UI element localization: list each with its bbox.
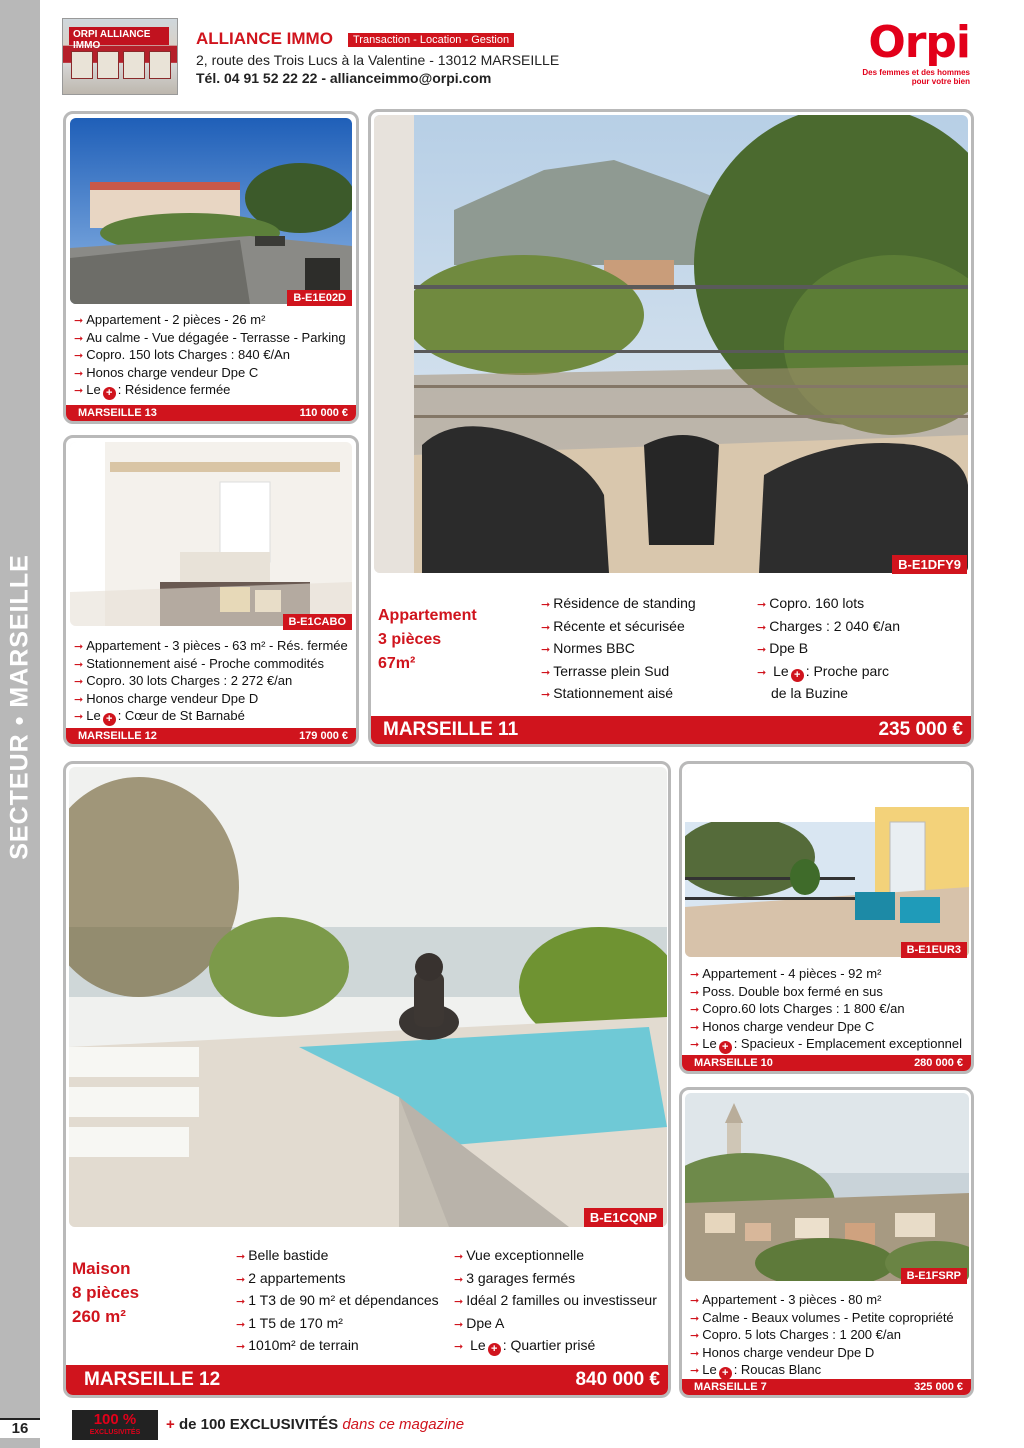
red-arrow-icon: ➞ xyxy=(454,1296,464,1308)
red-arrow-icon: ➞ xyxy=(690,986,700,999)
red-plus-circle-icon: + xyxy=(719,1367,732,1380)
listing-footer-bar xyxy=(66,1365,668,1395)
listing-footer-bar xyxy=(682,1055,971,1071)
feature-item: ➞ Appartement - 4 pièces - 92 m² xyxy=(690,966,882,981)
feature-item: ➞ Copro. 160 lots xyxy=(757,595,865,611)
feature-item: ➞ Honos charge vendeur Dpe D xyxy=(690,1344,875,1360)
brand-slogan-line1: Des femmes et des hommes xyxy=(862,68,970,77)
feature-highlight: ➞ Le + : Proche parc xyxy=(757,662,889,681)
feature-item: ➞ Copro.60 lots Charges : 1 800 €/an xyxy=(690,1001,905,1017)
exclusivity-badge xyxy=(72,1410,158,1440)
listing-card-marseille-11[interactable] xyxy=(368,109,974,747)
agency-name: ALLIANCE IMMO xyxy=(196,29,333,48)
red-arrow-icon: ➞ xyxy=(236,1273,246,1286)
listing-photo-living-room xyxy=(70,442,352,626)
feature-item: ➞ Appartement - 3 pièces - 80 m² xyxy=(690,1292,882,1307)
feature-item: ➞ Honos charge vendeur Dpe D xyxy=(74,690,259,706)
feature-item: ➞ 3 garages fermés xyxy=(454,1269,576,1286)
listing-city: MARSEILLE 7 xyxy=(694,1381,767,1393)
red-arrow-icon: ➞ xyxy=(690,969,700,981)
listing-features xyxy=(74,312,346,400)
listing-photo-loggia xyxy=(685,767,969,957)
red-arrow-icon: ➞ xyxy=(690,1365,700,1378)
listing-photo-balcony-view xyxy=(374,115,968,573)
feature-item: ➞ Résidence de standing xyxy=(541,595,696,611)
red-arrow-icon: ➞ xyxy=(74,350,84,363)
feature-item: ➞ Copro. 30 lots Charges : 2 272 €/an xyxy=(74,673,293,689)
red-arrow-icon: ➞ xyxy=(236,1251,246,1263)
red-arrow-icon: ➞ xyxy=(541,621,551,634)
feature-highlight: ➞ Le + : Roucas Blanc xyxy=(690,1362,822,1380)
listing-price: 110 000 € xyxy=(299,407,348,419)
storefront-sign: ORPI ALLIANCE IMMO xyxy=(69,27,169,45)
agency-address: 2, route des Trois Lucs à la Valentine - 13012 MARSEILLE xyxy=(196,52,560,68)
feature-highlight: ➞ Le + : Spacieux - Emplacement exceptionnel xyxy=(690,1036,963,1054)
red-arrow-icon: ➞ xyxy=(454,1318,464,1331)
feature-item: ➞ 1 T3 de 90 m² et dépendances xyxy=(236,1292,439,1308)
listing-price: 325 000 € xyxy=(914,1381,963,1393)
listing-photo-terrace xyxy=(70,118,352,304)
property-type-rooms: 3 pièces xyxy=(378,631,442,648)
red-arrow-icon: ➞ xyxy=(74,676,84,689)
feature-item: ➞ 1010m² de terrain xyxy=(236,1337,359,1353)
red-arrow-icon: ➞ xyxy=(74,315,84,327)
red-arrow-icon: ➞ xyxy=(541,644,551,656)
sector-label: SECTEUR • MARSEILLE xyxy=(5,554,34,860)
listing-features xyxy=(690,966,962,1054)
red-arrow-icon: ➞ xyxy=(757,666,767,679)
red-arrow-icon: ➞ xyxy=(757,599,767,611)
badge-percent: 100 % xyxy=(93,1411,137,1428)
footer-tail: dans ce magazine xyxy=(342,1416,465,1433)
feature-item: ➞ Idéal 2 familles ou investisseur xyxy=(454,1292,657,1308)
feature-item: ➞ Poss. Double box fermé en sus xyxy=(690,983,883,999)
listing-features-col2 xyxy=(757,593,900,704)
brand-logo-text: Orpi xyxy=(868,17,970,68)
feature-item: ➞ Terrasse plein Sud xyxy=(541,662,670,679)
red-arrow-icon: ➞ xyxy=(541,666,551,679)
listing-reference: B-E1FSRP xyxy=(901,1268,967,1284)
red-arrow-icon: ➞ xyxy=(74,658,84,671)
property-type xyxy=(378,604,477,676)
red-arrow-icon: ➞ xyxy=(690,1004,700,1017)
property-type-kind: Appartement xyxy=(378,607,477,624)
red-arrow-icon: ➞ xyxy=(541,689,551,701)
feature-highlight: ➞ Le + : Quartier prisé xyxy=(454,1337,596,1355)
listing-features-col1 xyxy=(541,593,696,706)
feature-highlight-cont: de la Buzine xyxy=(771,685,849,701)
listing-city: MARSEILLE 10 xyxy=(694,1057,773,1069)
feature-item: ➞ Dpe B xyxy=(757,640,809,656)
listing-features xyxy=(74,638,348,726)
listing-features xyxy=(690,1292,954,1380)
listing-city: MARSEILLE 13 xyxy=(78,407,157,419)
listing-reference: B-E1CQNP xyxy=(584,1208,663,1227)
red-arrow-icon: ➞ xyxy=(74,367,84,380)
orpi-logo xyxy=(840,18,970,96)
feature-item: ➞ Dpe A xyxy=(454,1314,505,1331)
listing-footer-bar xyxy=(371,716,971,744)
feature-item: ➞ Stationnement aisé - Proche commodités xyxy=(74,655,324,671)
listing-photo-city-view xyxy=(685,1093,969,1281)
feature-item: ➞ Honos charge vendeur Dpe C xyxy=(74,364,259,380)
feature-item: ➞ Charges : 2 040 €/an xyxy=(757,617,900,634)
agency-contact: Tél. 04 91 52 22 22 - allianceimmo@orpi.com xyxy=(196,70,492,86)
feature-item: ➞ Appartement - 3 pièces - 63 m² - Rés. fermée xyxy=(74,638,348,653)
feature-item: ➞ 1 T5 de 170 m² xyxy=(236,1314,343,1331)
red-arrow-icon: ➞ xyxy=(74,711,84,724)
listing-reference: B-E1CABO xyxy=(283,614,352,630)
red-arrow-icon: ➞ xyxy=(454,1251,464,1263)
listing-price: 280 000 € xyxy=(914,1057,963,1069)
property-type-kind: Maison xyxy=(72,1259,131,1278)
feature-item: ➞ Vue exceptionnelle xyxy=(454,1247,585,1263)
brand-slogan-line2: pour votre bien xyxy=(911,77,970,86)
red-arrow-icon: ➞ xyxy=(757,621,767,634)
red-arrow-icon: ➞ xyxy=(690,1347,700,1360)
feature-item: ➞ 2 appartements xyxy=(236,1269,346,1286)
red-plus-circle-icon: + xyxy=(791,669,804,682)
listing-features-col2 xyxy=(454,1245,657,1358)
listing-reference: B-E1E02D xyxy=(287,290,352,306)
listing-price: 840 000 € xyxy=(575,1369,660,1390)
listing-card-marseille-12-house[interactable] xyxy=(63,761,671,1398)
listing-card-marseille-7[interactable] xyxy=(679,1087,974,1398)
footer-plus: + xyxy=(166,1416,175,1433)
agency-tagline: Transaction - Location - Gestion xyxy=(348,33,514,47)
feature-item: ➞ Au calme - Vue dégagée - Terrasse - Parking xyxy=(74,329,346,345)
listing-reference: B-E1EUR3 xyxy=(901,942,967,958)
agency-storefront-photo xyxy=(62,18,178,95)
red-plus-circle-icon: + xyxy=(719,1041,732,1054)
feature-item: ➞ Belle bastide xyxy=(236,1247,329,1263)
red-arrow-icon: ➞ xyxy=(236,1318,246,1331)
listing-footer-bar xyxy=(682,1379,971,1395)
listing-city: MARSEILLE 11 xyxy=(383,719,519,740)
property-type-rooms: 8 pièces xyxy=(72,1283,140,1302)
footer-promo xyxy=(166,1416,464,1433)
listing-card-marseille-13[interactable] xyxy=(63,111,359,424)
listing-city: MARSEILLE 12 xyxy=(84,1369,221,1390)
listing-reference: B-E1DFY9 xyxy=(892,555,967,574)
feature-item: ➞ Calme - Beaux volumes - Petite copropriété xyxy=(690,1309,954,1325)
red-arrow-icon: ➞ xyxy=(690,1312,700,1325)
feature-item: ➞ Appartement - 2 pièces - 26 m² xyxy=(74,312,266,327)
red-arrow-icon: ➞ xyxy=(757,644,767,656)
listing-card-marseille-10[interactable] xyxy=(679,761,974,1074)
red-arrow-icon: ➞ xyxy=(454,1273,464,1286)
red-arrow-icon: ➞ xyxy=(236,1341,246,1353)
listing-features-col1 xyxy=(236,1245,439,1358)
listing-card-marseille-12-apartment[interactable] xyxy=(63,435,359,747)
feature-item: ➞ Récente et sécurisée xyxy=(541,617,685,634)
listing-footer-bar xyxy=(66,728,356,744)
listing-city: MARSEILLE 12 xyxy=(78,730,157,742)
listing-footer-bar xyxy=(66,405,356,421)
red-arrow-icon: ➞ xyxy=(690,1295,700,1307)
red-plus-circle-icon: + xyxy=(103,387,116,400)
property-type-area: 67m² xyxy=(378,655,416,672)
feature-item: ➞ Copro. 5 lots Charges : 1 200 €/an xyxy=(690,1327,901,1343)
red-arrow-icon: ➞ xyxy=(74,332,84,345)
feature-highlight: ➞ Le + : Résidence fermée xyxy=(74,382,231,400)
red-arrow-icon: ➞ xyxy=(454,1341,464,1353)
red-arrow-icon: ➞ xyxy=(74,693,84,706)
feature-item: ➞ Stationnement aisé xyxy=(541,685,674,701)
red-plus-circle-icon: + xyxy=(103,713,116,726)
feature-item: ➞ Normes BBC xyxy=(541,640,635,656)
footer-main: de 100 EXCLUSIVITÉS xyxy=(178,1416,339,1433)
red-arrow-icon: ➞ xyxy=(74,385,84,398)
feature-item: ➞ Copro. 150 lots Charges : 840 €/An xyxy=(74,347,291,363)
red-arrow-icon: ➞ xyxy=(690,1039,700,1052)
listing-photo-pool xyxy=(69,767,667,1227)
red-arrow-icon: ➞ xyxy=(690,1021,700,1034)
red-arrow-icon: ➞ xyxy=(74,641,84,653)
listing-price: 179 000 € xyxy=(299,730,348,742)
badge-subtitle: EXCLUSIVITÉS xyxy=(89,1429,141,1436)
property-type-area: 260 m² xyxy=(72,1307,126,1326)
red-plus-circle-icon: + xyxy=(488,1343,501,1356)
feature-highlight: ➞ Le + : Cœur de St Barnabé xyxy=(74,708,245,726)
listing-price: 235 000 € xyxy=(878,719,963,740)
property-type xyxy=(72,1257,139,1329)
red-arrow-icon: ➞ xyxy=(236,1296,246,1308)
red-arrow-icon: ➞ xyxy=(541,599,551,611)
red-arrow-icon: ➞ xyxy=(690,1330,700,1343)
page-number: 16 xyxy=(0,1418,40,1438)
feature-item: ➞ Honos charge vendeur Dpe C xyxy=(690,1018,875,1034)
